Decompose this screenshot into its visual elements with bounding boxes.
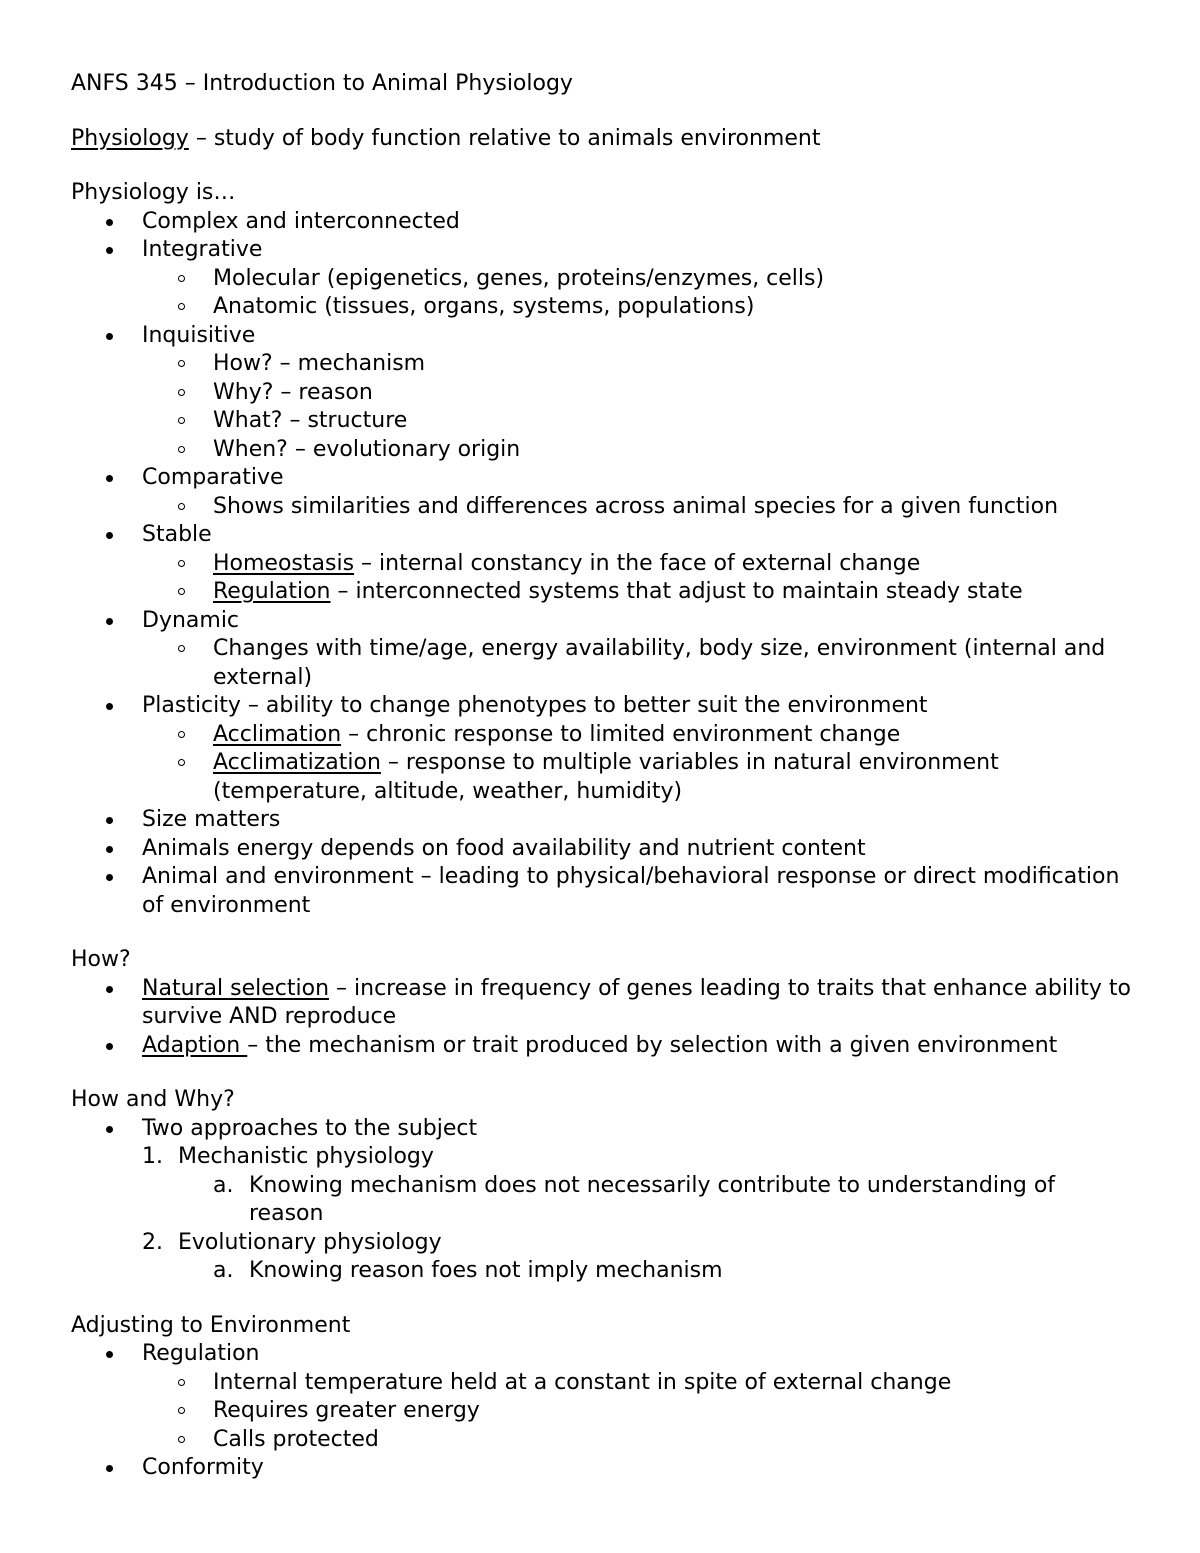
letter-marker: a. [213, 1258, 234, 1283]
list-item: Regulation [71, 1340, 1131, 1369]
section-heading-physiology-is: Physiology is… [71, 180, 236, 205]
acclimation-term: Acclimation [213, 721, 342, 747]
sub-list-item: How? – mechanism [71, 350, 1131, 379]
numbered-item [71, 1229, 1131, 1258]
document-page [71, 70, 1131, 1483]
natural-selection-term: Natural selection [142, 975, 330, 1001]
lettered-item [71, 1172, 1131, 1229]
lettered-text: Knowing reason foes not imply mechanism [249, 1258, 723, 1283]
acclimatization-term: Acclimatization [213, 750, 381, 775]
section-heading-how: How? [71, 947, 131, 972]
sub-list-item [71, 749, 1131, 806]
list-item: Inquisitive [71, 322, 1131, 351]
list-item: Conformity [71, 1454, 1131, 1483]
list-item: Size matters [71, 806, 1131, 835]
list-item: Stable [71, 521, 1131, 550]
sub-list-item: Calls protected [71, 1426, 1131, 1455]
list-item: Two approaches to the subject [71, 1115, 1131, 1144]
regulation-term: Regulation [213, 579, 331, 604]
acclimation-text: – chronic response to limited environment change [341, 721, 901, 747]
section-heading-adjusting: Adjusting to Environment [71, 1312, 351, 1338]
list-item: Dynamic [71, 607, 1131, 636]
sub-list-item: What? – structure [71, 407, 1131, 436]
homeostasis-text: – internal constancy in the face of external change [354, 550, 921, 576]
homeostasis-term: Homeostasis [213, 550, 355, 576]
definition-term: Physiology [71, 125, 189, 151]
acclimatization-text: – response to multiple variables in natural environment (temperature, altitude, weather, humidity) [213, 750, 999, 804]
list-item: Comparative [71, 464, 1131, 493]
sub-list-item: Why? – reason [71, 379, 1131, 408]
number-marker: 2. [142, 1229, 163, 1255]
list-item [71, 975, 1131, 1032]
list-item: Animal and environment – leading to physical/behavioral response or direct modification of environment [71, 863, 1131, 920]
numbered-text: Mechanistic physiology [178, 1144, 434, 1169]
sub-list-item: Internal temperature held at a constant in spite of external change [71, 1369, 1131, 1398]
sub-list-item: Requires greater energy [71, 1397, 1131, 1426]
list-item: Integrative [71, 236, 1131, 265]
list-item: Plasticity – ability to change phenotypes to better suit the environment [71, 692, 1131, 721]
section-heading-how-and-why: How and Why? [71, 1087, 235, 1112]
lettered-text: Knowing mechanism does not necessarily contribute to understanding of reason [249, 1172, 1056, 1226]
number-marker: 1. [142, 1144, 163, 1169]
sub-list-item: Shows similarities and differences across animal species for a given function [71, 493, 1131, 522]
sub-list-item: Changes with time/age, energy availability, body size, environment (internal and external) [71, 635, 1131, 692]
sub-list-item: Anatomic (tissues, organs, systems, populations) [71, 293, 1131, 322]
list-item: Animals energy depends on food availability and nutrient content [71, 835, 1131, 864]
lettered-item [71, 1257, 1131, 1286]
letter-marker: a. [213, 1172, 234, 1198]
adaption-text: – the mechanism or trait produced by selection with a given environment [247, 1032, 1058, 1058]
numbered-item [71, 1143, 1131, 1172]
numbered-text: Evolutionary physiology [178, 1229, 442, 1255]
list-item: Complex and interconnected [71, 208, 1131, 237]
list-item [71, 1032, 1131, 1061]
document-title: ANFS 345 – Introduction to Animal Physiology [71, 71, 573, 96]
physiology-definition [71, 125, 1131, 154]
sub-list-item: Molecular (epigenetics, genes, proteins/enzymes, cells) [71, 265, 1131, 294]
adaption-term: Adaption [142, 1032, 248, 1058]
definition-text: – study of body function relative to animals environment [188, 125, 821, 151]
regulation-text: – interconnected systems that adjust to maintain steady state [330, 579, 1023, 604]
sub-list-item [71, 721, 1131, 750]
sub-list-item: When? – evolutionary origin [71, 436, 1131, 465]
sub-list-item [71, 578, 1131, 607]
natural-selection-text: – increase in frequency of genes leading to traits that enhance ability to survive AND reproduce [142, 975, 1131, 1029]
sub-list-item [71, 550, 1131, 579]
